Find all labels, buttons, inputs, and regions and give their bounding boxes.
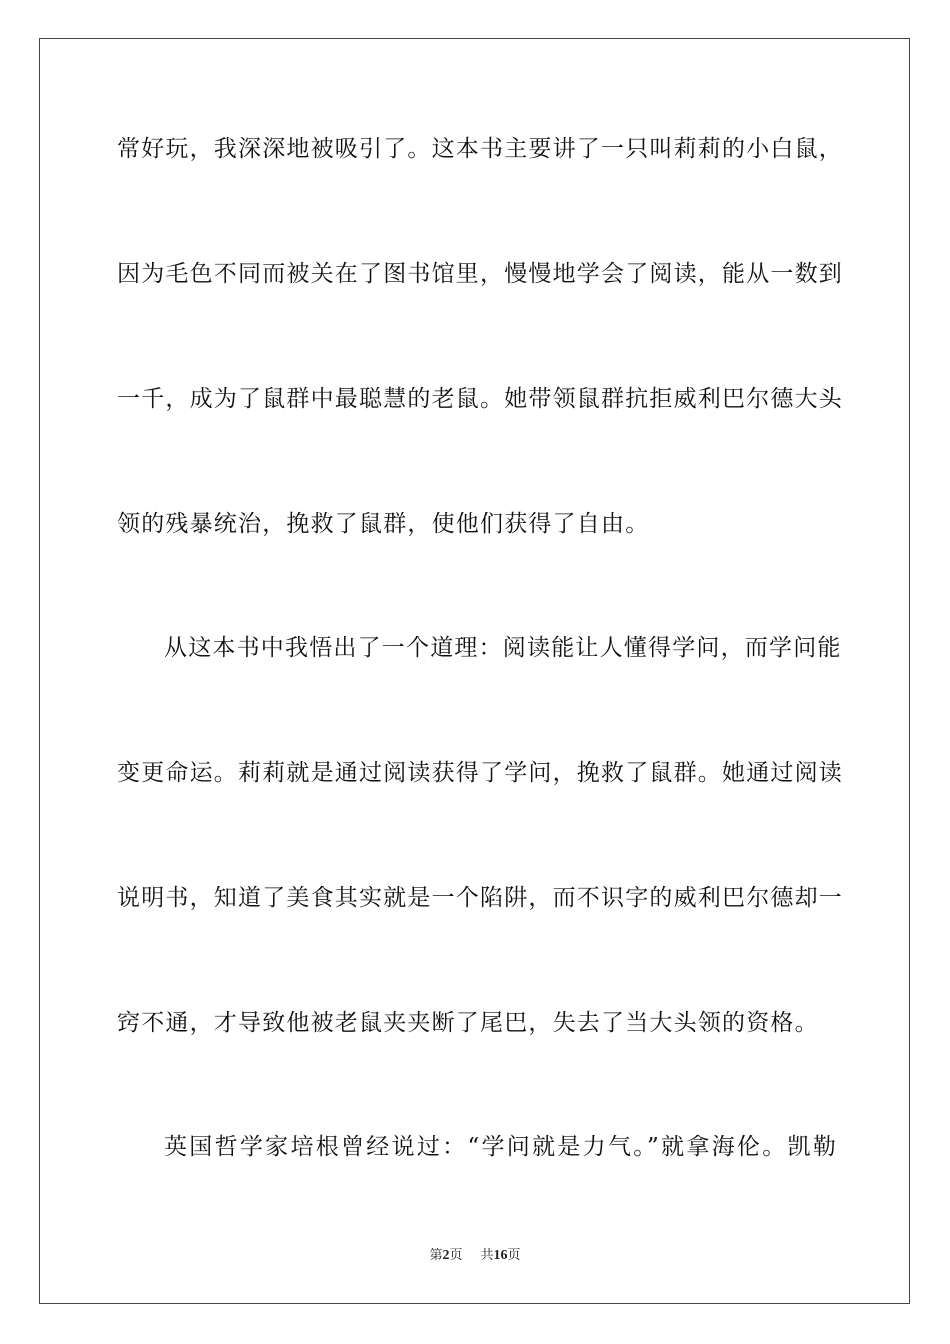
text-line-5: 从这本书中我悟出了一个道理：阅读能让人懂得学问，而学问能 bbox=[164, 635, 842, 661]
total-pages: 16 bbox=[493, 1248, 508, 1263]
text-line-3: 一千，成为了鼠群中最聪慧的老鼠。她带领鼠群抗拒威利巴尔德大头 bbox=[117, 386, 843, 412]
text-line-1: 常好玩，我深深地被吸引了。这本书主要讲了一只叫莉莉的小白鼠， bbox=[117, 136, 843, 162]
page-number: 2 bbox=[442, 1248, 450, 1263]
page-prefix: 第 bbox=[429, 1248, 443, 1263]
total-prefix: 共 bbox=[480, 1248, 494, 1263]
page-suffix: 页 bbox=[449, 1248, 463, 1263]
text-line-2: 因为毛色不同而被关在了图书馆里，慢慢地学会了阅读，能从一数到 bbox=[117, 261, 843, 287]
page-footer bbox=[0, 1247, 950, 1265]
text-line-6: 变更命运。莉莉就是通过阅读获得了学问，挽救了鼠群。她通过阅读 bbox=[117, 760, 843, 786]
page-border bbox=[39, 38, 910, 1304]
text-line-9: 英国哲学家培根曾经说过：“学问就是力气。”就拿海伦。凯勒 bbox=[164, 1134, 837, 1160]
text-line-8: 窍不通，才导致他被老鼠夹夹断了尾巴，失去了当大头领的资格。 bbox=[117, 1010, 819, 1036]
total-suffix: 页 bbox=[507, 1248, 521, 1263]
text-line-4: 领的残暴统治，挽救了鼠群，使他们获得了自由。 bbox=[117, 511, 650, 537]
text-line-7: 说明书，知道了美食其实就是一个陷阱，而不识字的威利巴尔德却一 bbox=[117, 885, 843, 911]
